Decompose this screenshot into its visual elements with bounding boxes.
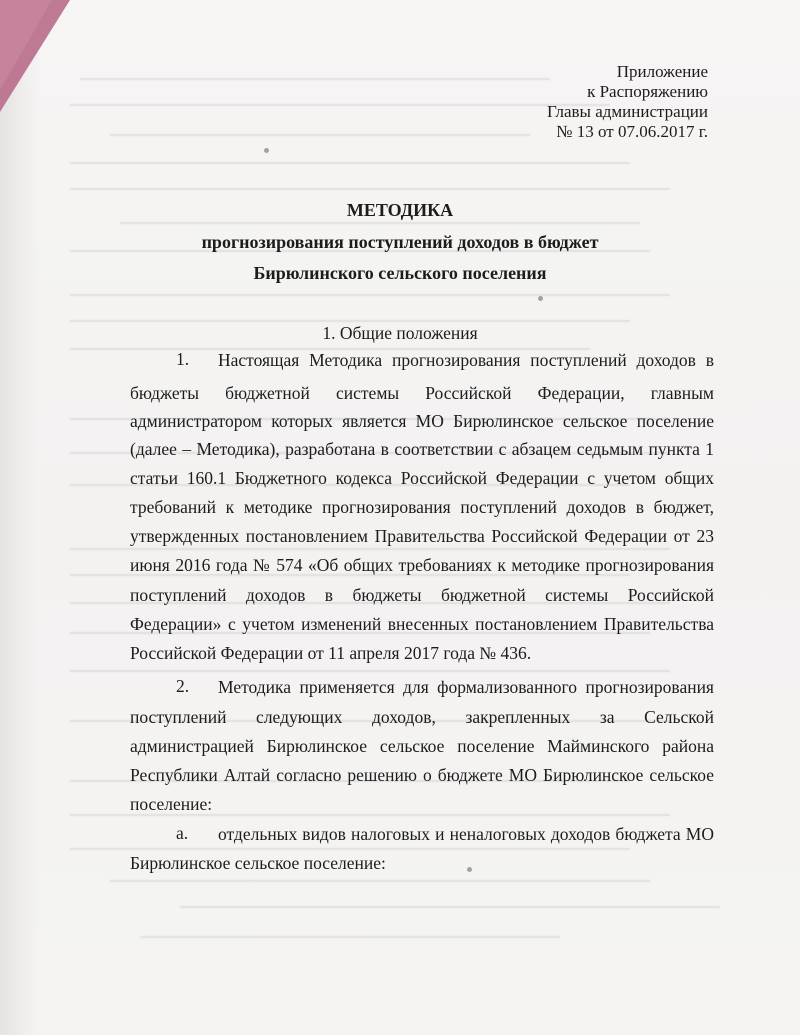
paragraph-line: администрацией Бирюлинское сельское поселение Майминского района [130,736,714,756]
section-heading: 1. Общие положения [322,323,478,343]
document-subtitle: Бирюлинского сельского поселения [253,263,547,283]
document-title: МЕТОДИКА [346,200,454,220]
paragraph-line: поселение: [130,794,213,814]
bleed-through-line [120,222,640,224]
paragraph-number: а. [176,823,189,843]
paragraph-number: 2. [176,676,190,696]
bleed-through-line [140,936,560,938]
paper-speck [538,296,543,301]
appendix-line: к Распоряжению [587,82,708,101]
paragraph-number: 1. [176,349,190,369]
paragraph-line: (далее – Методика), разработана в соответствии с абзацем седьмым пункта 1 [130,439,714,459]
appendix-line: Приложение [616,62,708,81]
paragraph-line: утвержденных постановлением Правительства Российской Федерации от 23 [130,526,714,546]
paragraph-line: Настоящая Методика прогнозирования поступлений доходов в [218,350,714,370]
paragraph-line: требований к методике прогнозирования поступлений доходов в бюджет, [130,497,714,517]
paper-corner-highlight [0,0,52,90]
bleed-through-line [110,880,650,882]
paragraph-line: бюджеты бюджетной системы Российской Федерации, главным [130,383,714,403]
appendix-line: Главы администрации [546,102,708,121]
paragraph-line: администратором которых является МО Бирюлинское сельское поселение [130,411,714,431]
paragraph-line: Республики Алтай согласно решению о бюджете МО Бирюлинское сельское [130,765,714,785]
bleed-through-line [70,188,670,190]
paragraph-line: июня 2016 года № 574 «Об общих требованиях к методике прогнозирования [130,555,714,575]
bleed-through-line [70,320,630,322]
paper-speck [264,148,269,153]
paragraph-line: поступлений доходов в бюджеты бюджетной системы Российской [130,585,714,605]
page-fold-shadow [0,0,40,1035]
document-subtitle: прогнозирования поступлений доходов в бюджет [201,232,599,252]
paragraph-line: Методика применяется для формализованного прогнозирования [218,677,714,697]
paragraph-line: поступлений следующих доходов, закрепленных за Сельской [130,707,714,727]
bleed-through-line [80,78,550,80]
paragraph-line: Бирюлинское сельское поселение: [130,853,386,873]
bleed-through-line [110,134,530,136]
bleed-through-line [70,294,670,296]
paragraph-line: Российской Федерации от 11 апреля 2017 года № 436. [130,643,532,663]
bleed-through-line [180,906,720,908]
appendix-line: № 13 от 07.06.2017 г. [556,122,708,141]
paragraph-line: Федерации» с учетом изменений внесенных постановлением Правительства [130,614,714,634]
paragraph-line: отдельных видов налоговых и неналоговых доходов бюджета МО [218,824,714,844]
bleed-through-line [70,104,610,106]
appendix-block [547,62,708,142]
bleed-through-line [70,162,630,164]
paragraph-line: статьи 160.1 Бюджетного кодекса Российской Федерации с учетом общих [130,468,714,488]
